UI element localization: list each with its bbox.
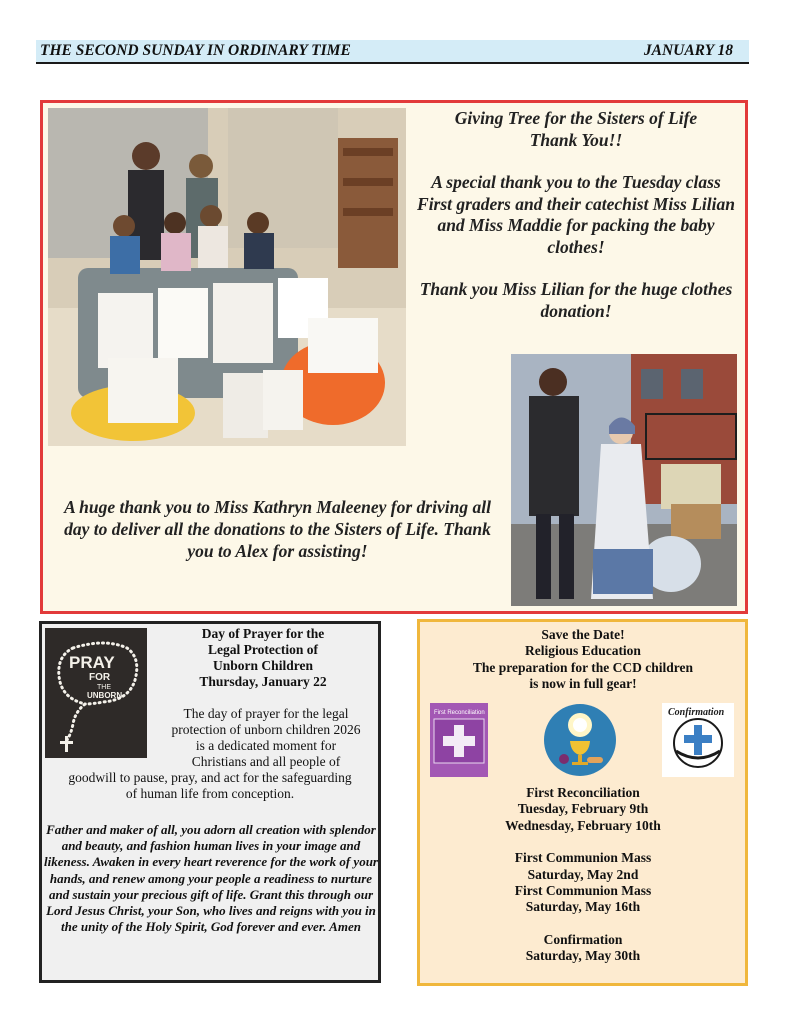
reconciliation-date-2: Wednesday, February 10th [505,817,661,833]
ccd-heading [420,627,746,692]
communion-date-1: Saturday, May 2nd [527,866,639,882]
prayer-desc-line-4: Christians and all people of [191,754,341,769]
ccd-dates [420,785,746,965]
prayer-desc-line-6: of human life from conception. [125,786,295,801]
logo-text-the: THE [97,684,111,691]
reconciliation-title: First Reconciliation [526,785,640,800]
prayer-heading-line-1: Day of Prayer for the [201,626,325,641]
prayer-description [42,706,378,802]
prayer-heading-line-3: Unborn Children [213,658,313,673]
giving-tree-heading-2: Thank You!! [529,129,623,150]
ccd-heading-line-2: Religious Education [525,643,641,659]
delivery-photo [511,354,737,606]
logo-text-for: FOR [89,672,111,683]
prayer-desc-line-1: The day of prayer for the legal [183,706,349,721]
giving-tree-paragraph-2: Thank you Miss Lilian for the huge clothes donation! [419,279,733,321]
page-header [36,40,749,64]
giving-tree-message [414,108,738,343]
header-title: THE SECOND SUNDAY IN ORDINARY TIME [40,42,351,59]
prayer-heading-date: Thursday, January 22 [199,674,327,689]
confirmation-icon [662,703,734,777]
header-date: JANUARY 18 [643,42,733,59]
ccd-heading-line-3: The preparation for the CCD children [472,659,694,675]
icon-label-confirmation: Confirmation [668,707,725,718]
prayer-desc-line-3: is a dedicated moment for [195,738,337,753]
thanks-message: A huge thank you to Miss Kathryn Maleeney for driving all day to deliver all the donations to the Sisters of Life. Thank you to Alex for assisting! [64,497,491,561]
first-communion-icon [543,703,617,777]
giving-tree-paragraph-1: A special thank you to the Tuesday class First graders and their catechist Miss Lilian and Miss Maddie for packing the baby clothes! [417,172,735,257]
logo-text-pray: PRAY [69,653,115,672]
communion-date-2: Saturday, May 16th [525,899,641,915]
giving-tree-heading-1: Giving Tree for the Sisters of Life [454,108,698,128]
logo-text-unborn: UNBORN [87,691,123,700]
prayer-text: Father and maker of all, you adorn all creation with splendor and beauty, and fashion human lives in your image and likeness. Awaken in every heart reverence for the work of your hands, and renew among your people a readiness to nurture and sustain your precious gift of life. Grant this through our Lord Jesus Christ, your Son, who lives and reigns with you in the unity of the Holy Spirit, God forever and ever. Amen [44,822,378,935]
communion-title-2: First Communion Mass [514,883,652,899]
icon-label-reconciliation: First Reconciliation [434,710,485,716]
confirmation-date: Saturday, May 30th [525,948,641,964]
confirmation-title: Confirmation [543,931,623,947]
reconciliation-date-1: Tuesday, February 9th [517,801,649,817]
prayer-desc-line-2: protection of unborn children 2026 [171,722,361,737]
giving-tree-photo [48,108,406,446]
first-reconciliation-icon [430,703,488,777]
communion-title-1: First Communion Mass [514,850,652,866]
ccd-heading-line-1: Save the Date! [541,627,625,642]
prayer-heading [150,626,376,690]
prayer-desc-line-5: goodwill to pause, pray, and act for the safeguarding [68,770,352,785]
ccd-heading-line-4: is now in full gear! [529,675,637,691]
prayer-heading-line-2: Legal Protection of [208,642,318,657]
